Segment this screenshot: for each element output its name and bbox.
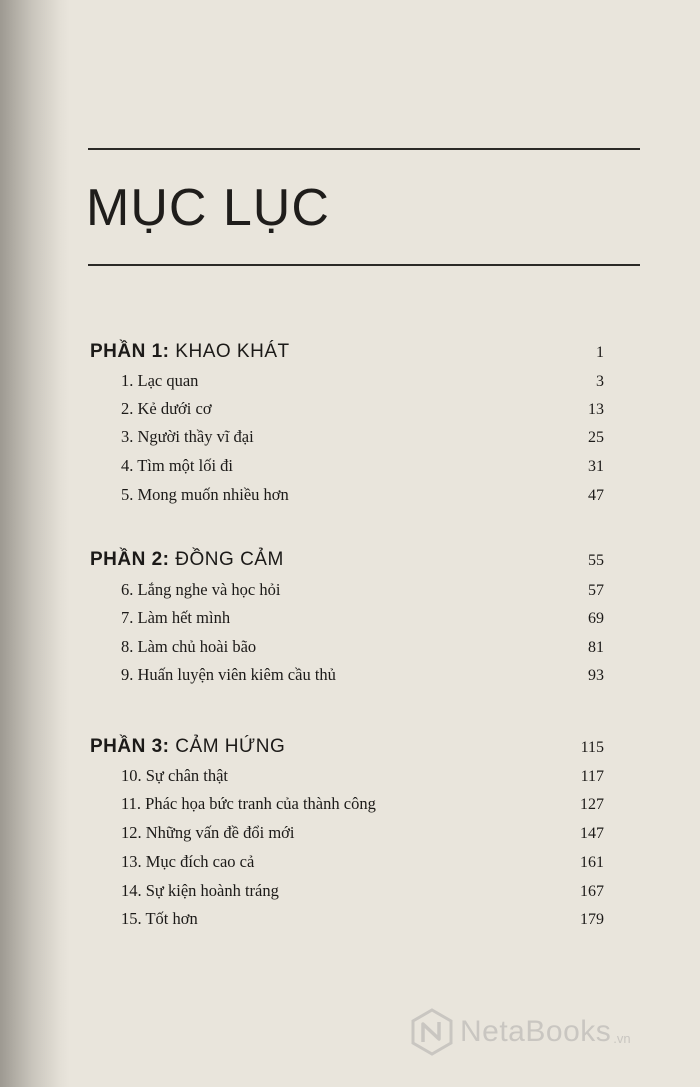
entry-page: 167 — [580, 883, 604, 900]
entry-label: 11. Phác họa bức tranh của thành công — [121, 794, 376, 813]
top-rule — [88, 148, 640, 150]
toc-entry — [121, 371, 604, 391]
section-label — [90, 341, 290, 363]
toc-entry — [121, 580, 604, 600]
toc-entry — [121, 766, 604, 786]
entry-page: 31 — [588, 458, 604, 475]
entry-label: 9. Huấn luyện viên kiêm cầu thủ — [121, 665, 336, 684]
toc-entry — [121, 852, 604, 872]
toc-entry — [121, 823, 604, 843]
entry-label: 15. Tốt hơn — [121, 909, 198, 928]
section-name: ĐỒNG CẢM — [175, 549, 284, 570]
page-gutter-shadow — [0, 0, 70, 1087]
watermark-suffix: .vn — [613, 1030, 631, 1046]
entry-label: 8. Làm chủ hoài bão — [121, 637, 257, 656]
toc-entry — [121, 456, 604, 476]
section-label — [90, 736, 285, 758]
entry-label: 12. Những vấn đề đổi mới — [121, 823, 295, 842]
entry-page: 117 — [580, 768, 604, 785]
section-prefix: PHẦN 2: — [90, 549, 170, 570]
bottom-rule — [88, 264, 640, 266]
entry-label: 14. Sự kiện hoành tráng — [121, 881, 279, 900]
entry-label: 3. Người thầy vĩ đại — [121, 427, 254, 446]
toc-entry — [121, 909, 604, 929]
toc-entry — [121, 608, 604, 628]
entry-label: 1. Lạc quan — [121, 371, 199, 390]
entry-page: 179 — [580, 911, 604, 928]
entry-page: 81 — [588, 639, 604, 656]
entry-page: 47 — [588, 487, 604, 504]
entry-label: 5. Mong muốn nhiều hơn — [121, 485, 289, 504]
entry-label: 13. Mục đích cao cả — [121, 852, 255, 871]
section-name: CẢM HỨNG — [175, 736, 286, 757]
section-heading-3 — [90, 736, 604, 758]
section-heading-2 — [90, 549, 604, 571]
section-page: 55 — [588, 552, 604, 569]
entry-page: 161 — [580, 854, 604, 871]
toc-entry — [121, 881, 604, 901]
entry-page: 57 — [588, 582, 604, 599]
entry-label: 7. Làm hết mình — [121, 608, 231, 627]
section-label — [90, 549, 284, 571]
toc-entry — [121, 665, 604, 685]
entry-page: 127 — [580, 796, 604, 813]
entry-page: 93 — [588, 667, 604, 684]
entry-label: 4. Tìm một lối đi — [121, 456, 233, 475]
section-prefix: PHẦN 1: — [90, 341, 170, 362]
entry-page: 13 — [588, 401, 604, 418]
entry-page: 147 — [580, 825, 604, 842]
entry-label: 6. Lắng nghe và học hỏi — [121, 580, 281, 599]
section-heading-1 — [90, 341, 604, 363]
entry-label: 2. Kẻ dưới cơ — [121, 399, 212, 418]
entry-page: 3 — [596, 373, 604, 390]
section-prefix: PHẦN 3: — [90, 736, 170, 757]
section-page: 1 — [596, 344, 604, 361]
section-name: KHAO KHÁT — [175, 341, 290, 362]
toc-entry — [121, 794, 604, 814]
page-title: MỤC LỤC — [86, 179, 330, 237]
entry-page: 25 — [588, 429, 604, 446]
toc-entry — [121, 637, 604, 657]
watermark — [410, 1008, 631, 1056]
watermark-text: NetaBooks — [460, 1015, 612, 1048]
netabooks-logo-icon — [410, 1008, 454, 1056]
toc-entry — [121, 427, 604, 447]
section-page: 115 — [580, 739, 604, 756]
entry-page: 69 — [588, 610, 604, 627]
toc-entry — [121, 485, 604, 505]
entry-label: 10. Sự chân thật — [121, 766, 229, 785]
toc-entry — [121, 399, 604, 419]
